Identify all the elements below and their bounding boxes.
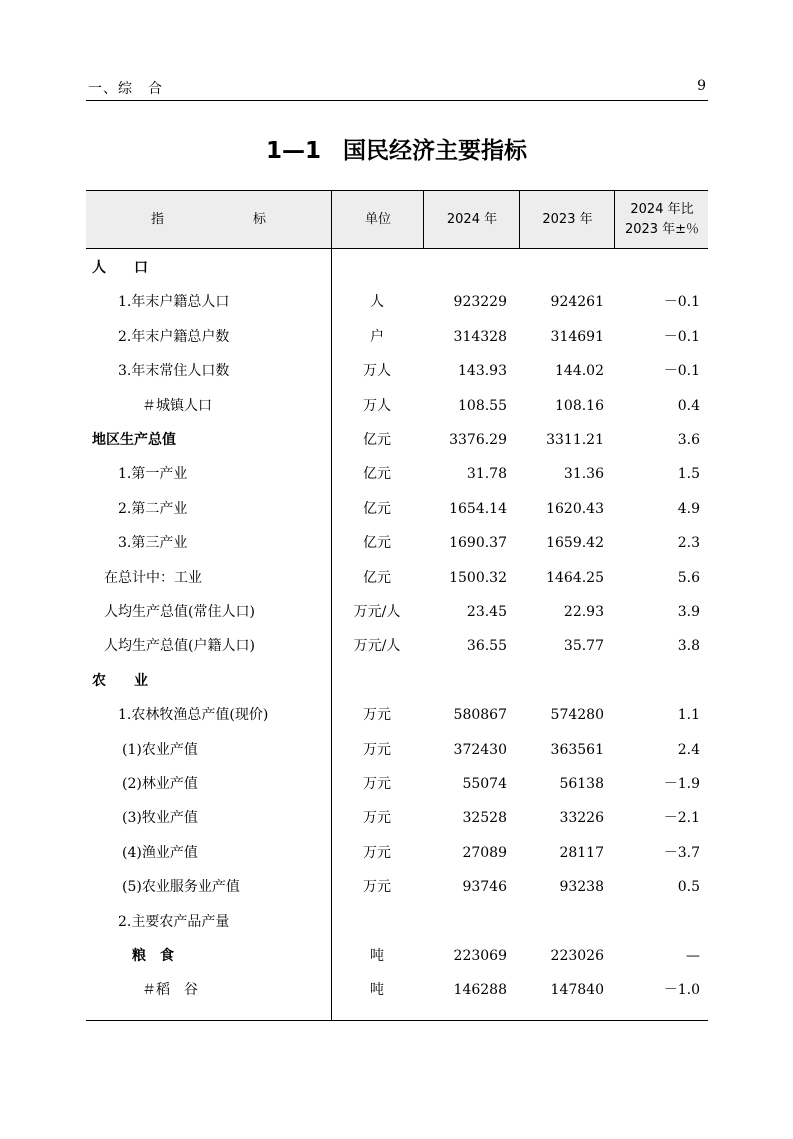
row-value-2024: 1690.37 (449, 535, 507, 552)
table-body (86, 249, 708, 1021)
table-row (86, 939, 708, 973)
row-change: 2.3 (677, 535, 700, 552)
row-name: 3.第三产业 (118, 535, 188, 552)
row-name: 3.年末常住人口数 (118, 363, 230, 380)
row-unit: 万元 (363, 844, 391, 861)
table-row (86, 664, 708, 698)
row-value-2024: 1500.32 (449, 569, 507, 586)
row-name: 1.第一产业 (118, 466, 188, 483)
row-unit: 万元 (363, 741, 391, 758)
row-value-2024: 27089 (462, 844, 507, 861)
row-value-2023: 1464.25 (546, 569, 604, 586)
header-rule (86, 100, 708, 101)
row-change: 3.9 (677, 604, 700, 620)
row-value-2023: 574280 (550, 707, 604, 724)
table-row (86, 629, 708, 663)
row-value-2024: 32528 (462, 810, 507, 827)
table-row (86, 285, 708, 319)
row-name: 1.农林牧渔总产值(现价) (118, 707, 269, 724)
row-unit: 亿元 (363, 466, 391, 483)
table-header (86, 190, 708, 249)
table-row (86, 733, 708, 767)
row-name: 2.年末户籍总户数 (118, 328, 230, 345)
row-value-2023: 3311.21 (546, 432, 604, 448)
table-row (86, 526, 708, 560)
row-value-2023: 22.93 (563, 604, 604, 620)
row-change: 1.1 (677, 707, 700, 724)
section-label: 一、综 合 (88, 81, 163, 97)
row-name: 粮 食 (132, 948, 174, 964)
row-value-2024: 923229 (453, 294, 507, 311)
row-value-2023: 1659.42 (546, 535, 604, 552)
row-unit: 亿元 (363, 432, 391, 448)
row-change: －1.9 (663, 776, 700, 792)
table-row (86, 870, 708, 904)
row-change: －0.1 (663, 328, 700, 345)
row-change: 0.5 (677, 879, 700, 896)
page-title (0, 132, 793, 165)
row-change: 3.6 (677, 432, 700, 448)
row-value-2023: 314691 (550, 328, 604, 345)
row-value-2024: 31.78 (466, 466, 507, 483)
table-row (86, 457, 708, 491)
row-name: 人 口 (92, 260, 148, 276)
table-row (86, 492, 708, 526)
row-unit: 吨 (370, 982, 384, 999)
row-unit: 万人 (363, 363, 391, 380)
table-row (86, 801, 708, 835)
row-value-2024: 143.93 (458, 363, 507, 380)
row-unit: 人 (370, 294, 384, 311)
table-row (86, 698, 708, 732)
row-value-2023: 56138 (559, 776, 604, 792)
row-name: 2.主要农产品产量 (118, 913, 230, 930)
row-change: — (686, 948, 700, 964)
row-name: 1.年末户籍总人口 (118, 294, 230, 311)
table-title: 国民经济主要指标 (343, 138, 527, 164)
row-value-2024: 580867 (453, 707, 507, 724)
row-name: (3)牧业产值 (122, 810, 198, 827)
row-unit: 吨 (370, 948, 384, 964)
row-unit: 万元 (363, 776, 391, 792)
page-header (86, 78, 708, 100)
row-change: 0.4 (677, 397, 700, 414)
row-unit: 亿元 (363, 569, 391, 586)
row-value-2023: 28117 (559, 844, 604, 861)
table-row (86, 389, 708, 423)
row-name: ＃稻 谷 (142, 982, 198, 999)
row-value-2024: 93746 (462, 879, 507, 896)
col-header-change-line2: 2023 年±％ (624, 221, 700, 237)
row-value-2023: 35.77 (563, 638, 604, 655)
row-change: －2.1 (663, 810, 700, 827)
row-value-2023: 108.16 (555, 397, 604, 414)
table-row (86, 973, 708, 1007)
indicators-table (86, 190, 708, 1021)
row-value-2023: 147840 (550, 982, 604, 999)
table-number: 1—1 (265, 138, 321, 164)
row-value-2024: 3376.29 (449, 432, 507, 448)
row-name: ＃城镇人口 (142, 397, 212, 414)
table-row (86, 595, 708, 629)
row-name: 人均生产总值(户籍人口) (104, 638, 255, 655)
row-unit: 万元 (363, 879, 391, 896)
row-unit: 亿元 (363, 535, 391, 552)
row-name: (2)林业产值 (122, 776, 198, 792)
col-header-unit: 单位 (331, 191, 424, 248)
row-value-2023: 31.36 (563, 466, 604, 483)
row-value-2024: 223069 (453, 948, 507, 964)
col-header-change (614, 191, 709, 248)
table-row (86, 905, 708, 939)
table-row (86, 767, 708, 801)
row-value-2023: 363561 (550, 741, 604, 758)
row-value-2023: 33226 (559, 810, 604, 827)
row-value-2024: 314328 (453, 328, 507, 345)
col-header-2024: 2024 年 (423, 191, 520, 248)
row-value-2024: 108.55 (458, 397, 507, 414)
row-unit: 户 (370, 328, 384, 345)
row-change: －3.7 (663, 844, 700, 861)
table-row (86, 354, 708, 388)
row-change: －0.1 (663, 294, 700, 311)
table-row (86, 836, 708, 870)
row-value-2023: 223026 (550, 948, 604, 964)
row-change: －1.0 (663, 982, 700, 999)
row-change: －0.1 (663, 363, 700, 380)
row-value-2024: 372430 (453, 741, 507, 758)
row-value-2024: 1654.14 (449, 500, 507, 517)
row-value-2023: 93238 (559, 879, 604, 896)
col-header-change-line1: 2024 年比 (630, 201, 694, 217)
row-change: 1.5 (677, 466, 700, 483)
row-value-2024: 146288 (453, 982, 507, 999)
row-name: (5)农业服务业产值 (122, 879, 240, 896)
row-name: 农 业 (92, 672, 148, 689)
table-row (86, 561, 708, 595)
row-change: 2.4 (677, 741, 700, 758)
col-header-indicator: 指 标 (150, 211, 304, 227)
row-change: 5.6 (677, 569, 700, 586)
table-row (86, 251, 708, 285)
row-value-2024: 36.55 (466, 638, 507, 655)
row-unit: 万元 (363, 707, 391, 724)
row-name: (1)农业产值 (122, 741, 198, 758)
row-change: 3.8 (677, 638, 700, 655)
col-header-2023: 2023 年 (519, 191, 615, 248)
row-unit: 万元/人 (353, 638, 401, 655)
row-name: 地区生产总值 (92, 432, 176, 448)
page-number: 9 (697, 78, 706, 94)
row-unit: 亿元 (363, 500, 391, 517)
row-value-2023: 1620.43 (546, 500, 604, 517)
row-name: (4)渔业产值 (122, 844, 198, 861)
row-name: 人均生产总值(常住人口) (104, 604, 255, 620)
table-row (86, 320, 708, 354)
row-unit: 万元 (363, 810, 391, 827)
row-change: 4.9 (677, 500, 700, 517)
row-name: 在总计中：工业 (104, 569, 202, 586)
row-value-2024: 55074 (462, 776, 507, 792)
row-unit: 万人 (363, 397, 391, 414)
row-name: 2.第二产业 (118, 500, 188, 517)
row-value-2024: 23.45 (466, 604, 507, 620)
row-value-2023: 144.02 (555, 363, 604, 380)
table-row (86, 423, 708, 457)
row-value-2023: 924261 (550, 294, 604, 311)
row-unit: 万元/人 (353, 604, 401, 620)
